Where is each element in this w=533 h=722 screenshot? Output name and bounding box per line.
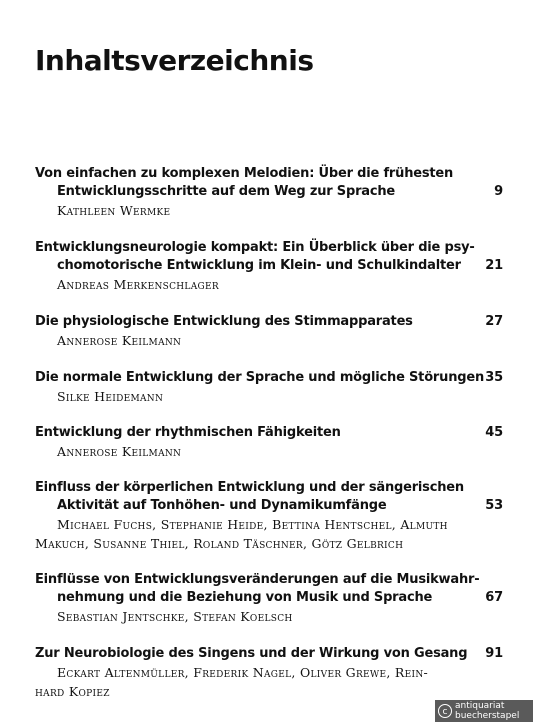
toc-entry [35,645,503,701]
entry-title-line: nehmung und die Beziehung von Musik und Sprache [57,590,433,605]
page-number: 45 [485,425,503,440]
page-number: 67 [485,590,503,605]
page-number: 27 [485,314,503,329]
entry-title [35,479,503,515]
entry-title [35,165,503,201]
toc-entry [35,479,503,553]
entry-title-line: Die normale Entwicklung der Sprache und mögliche Störungen [35,370,485,385]
entry-title [35,571,503,607]
entry-authors [35,275,503,294]
toc-entry [35,369,503,406]
entry-title-line: Entwicklungsneurologie kompakt: Ein Überblick über die psy- [35,240,475,255]
author-line: Michael Fuchs, Stephanie Heide, Bettina Hentschel, Almuth [57,517,448,532]
toc-entry [35,424,503,461]
toc-entry [35,571,503,626]
page-number: 91 [485,646,503,661]
entry-authors [35,331,503,350]
entry-title [35,239,503,275]
entry-title [35,424,503,442]
entry-title-line: Aktivität auf Tonhöhen- und Dynamikumfänge [57,498,387,513]
entry-title-line: Einfluss der körperlichen Entwicklung und der sängerischen [35,480,464,495]
author-line: Annerose Keilmann [57,333,182,348]
entry-title-line: Die physiologische Entwicklung des Stimmapparates [35,314,413,329]
entry-title [35,369,503,387]
toc-entry [35,313,503,350]
author-line: Eckart Altenmüller, Frederik Nagel, Oliver Grewe, Rein- [57,665,429,680]
author-line: Makuch, Susanne Thiel, Roland Täschner, Götz Gelbrich [35,536,404,551]
entry-title-line: Entwicklungsschritte auf dem Weg zur Sprache [57,184,396,199]
copyright-icon: c [438,704,452,718]
entry-authors [35,663,503,701]
page-number: 9 [494,184,503,199]
page-number: 53 [485,498,503,513]
antiquariat-watermark [435,700,533,722]
entry-title [35,645,503,663]
entry-authors [35,515,503,553]
entry-title-line: Von einfachen zu komplexen Melodien: Über die frühesten [35,166,454,181]
entry-title-line: Zur Neurobiologie des Singens und der Wirkung von Gesang [35,646,468,661]
author-line: Silke Heidemann [57,389,164,404]
entry-authors [35,607,503,626]
watermark-text [455,701,519,721]
toc-entry [35,239,503,294]
author-line: hard Kopiez [35,684,110,699]
entry-authors [35,442,503,461]
author-line: Sebastian Jentschke, Stefan Koelsch [57,609,293,624]
entry-authors [35,201,503,220]
entry-authors [35,387,503,406]
entry-title-line: Einflüsse von Entwicklungsveränderungen auf die Musikwahr- [35,572,480,587]
entry-title-line: chomotorische Entwicklung im Klein- und Schulkindalter [57,258,461,273]
entry-title [35,313,503,331]
page-number: 35 [485,370,503,385]
page-number: 21 [485,258,503,273]
page-title: Inhaltsverzeichnis [35,44,314,77]
watermark-line: buecherstapel [455,711,520,721]
author-line: Andreas Merkenschlager [57,277,219,292]
entry-title-line: Entwicklung der rhythmischen Fähigkeiten [35,425,341,440]
author-line: Annerose Keilmann [57,444,182,459]
watermark-line: antiquariat [455,701,505,711]
toc-entry [35,165,503,220]
author-line: Kathleen Wermke [57,203,171,218]
